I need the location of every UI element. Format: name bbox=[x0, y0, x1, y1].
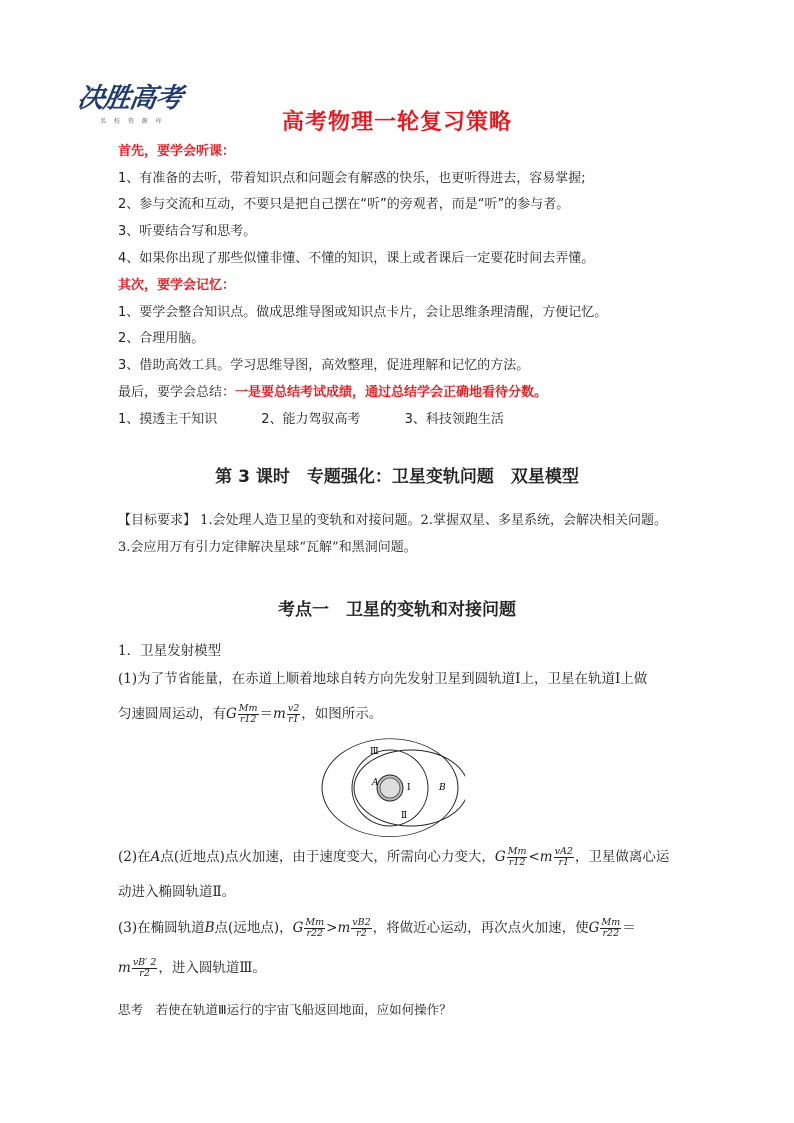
list-item: 1、有准备的去听，带着知识点和问题会有解惑的快乐，也更听得进去，容易掌握; bbox=[118, 171, 586, 186]
list-item: 3、听要结合写和思考。 bbox=[118, 224, 257, 239]
list-item: 2、参与交流和互动，不要只是把自己摆在“听”的旁观者，而是“听”的参与者。 bbox=[118, 197, 570, 212]
fraction: $\frac{Mm}{r12}$ bbox=[507, 846, 527, 868]
label-I: Ⅰ bbox=[407, 783, 411, 793]
paragraph-1-line-2: 匀速圆周运动，有G $\frac{Mm}{r12}$ ＝m $\frac{v2}{r1}$ ，如图所示。 bbox=[118, 703, 383, 725]
fraction: $\frac{v2}{r1}$ bbox=[287, 703, 300, 725]
summary-prefix: 最后，要学会总结： bbox=[118, 385, 236, 400]
logo-text: 决胜高考 bbox=[75, 83, 184, 114]
second-heading: 其次，要学会记忆： bbox=[118, 278, 236, 293]
fraction: $\frac{Mm}{r12}$ bbox=[238, 703, 258, 725]
fraction: $\frac{vB' 2}{r2}$ bbox=[132, 957, 157, 979]
list-item: 3、科技领跑生活 bbox=[404, 412, 504, 427]
goal-line-2: 3.会应用万有引力定律解决星球“瓦解”和黑洞问题。 bbox=[118, 540, 417, 555]
fraction: $\frac{vB2}{r2}$ bbox=[352, 917, 371, 939]
item-heading: 1．卫星发射模型 bbox=[118, 643, 222, 659]
summary-highlight: 一是要总结考试成绩，通过总结学会正确地看待分数。 bbox=[235, 385, 548, 400]
list-item: 3、借助高效工具。学习思维导图，高效整理，促进理解和记忆的方法。 bbox=[118, 358, 530, 373]
fraction: $\frac{Mm}{r22}$ bbox=[305, 917, 325, 939]
label-II: Ⅱ bbox=[401, 811, 408, 821]
list-item: 1、要学会整合知识点。做成思维导图或知识点卡片，会让思维条理清醒，方便记忆。 bbox=[118, 305, 608, 320]
logo-subtitle: 名 校 资 源 库 bbox=[100, 118, 165, 125]
paragraph-3-line-1: (3)在椭圆轨道B点(远地点)，G $\frac{Mm}{r22}$ >m $\frac{vB2}{r2}$ ，将做近心运动，再次点火加速，使G $\frac{Mm}{r22}$ ＝ bbox=[118, 917, 636, 939]
summary-items bbox=[118, 411, 504, 429]
list-item: 2、能力驾驭高考 bbox=[261, 412, 361, 427]
label-III: Ⅲ bbox=[370, 747, 379, 757]
summary-line bbox=[118, 384, 547, 402]
label-B: B bbox=[439, 783, 446, 793]
paragraph-2-line-1: (2)在A点(近地点)点火加速，由于速度变大，所需向心力变大，G $\frac{Mm}{r12}$ <m $\frac{vA2}{r1}$ ，卫星做离心运 bbox=[118, 846, 670, 868]
list-item: 1、摸透主干知识 bbox=[118, 412, 218, 427]
first-heading: 首先，要学会听课： bbox=[118, 144, 236, 159]
list-item: 2、合理用脑。 bbox=[118, 331, 205, 346]
list-item: 4、如果你出现了那些似懂非懂、不懂的知识，课上或者课后一定要花时间去弄懂。 bbox=[118, 251, 595, 266]
fraction: $\frac{vA2}{r1}$ bbox=[554, 846, 573, 868]
paragraph-3-line-2: m $\frac{vB' 2}{r2}$ ，进入圆轨道Ⅲ。 bbox=[118, 957, 266, 979]
label-A: A bbox=[372, 778, 379, 788]
think-question: 思考 若使在轨道Ⅲ运行的宇宙飞船返回地面，应如何操作？ bbox=[118, 1002, 452, 1017]
page-title: 高考物理一轮复习策略 bbox=[281, 110, 512, 135]
fraction: $\frac{Mm}{r22}$ bbox=[601, 917, 621, 939]
orbit-diagram bbox=[315, 738, 465, 838]
lesson-title: 第 3 课时 专题强化：卫星变轨问题 双星模型 bbox=[215, 467, 579, 487]
goal-line-1: 【目标要求】 1.会处理人造卫星的变轨和对接问题。2.掌握双星、多星系统，会解决相关问题。 bbox=[118, 513, 667, 528]
paragraph-1-line-1: (1)为了节省能量，在赤道上顺着地球自转方向先发射卫星到圆轨道Ⅰ上，卫星在轨道Ⅰ上做 bbox=[118, 671, 648, 687]
paragraph-2-line-2: 动进入椭圆轨道Ⅱ。 bbox=[118, 884, 236, 900]
section-title: 考点一 卫星的变轨和对接问题 bbox=[278, 600, 516, 620]
